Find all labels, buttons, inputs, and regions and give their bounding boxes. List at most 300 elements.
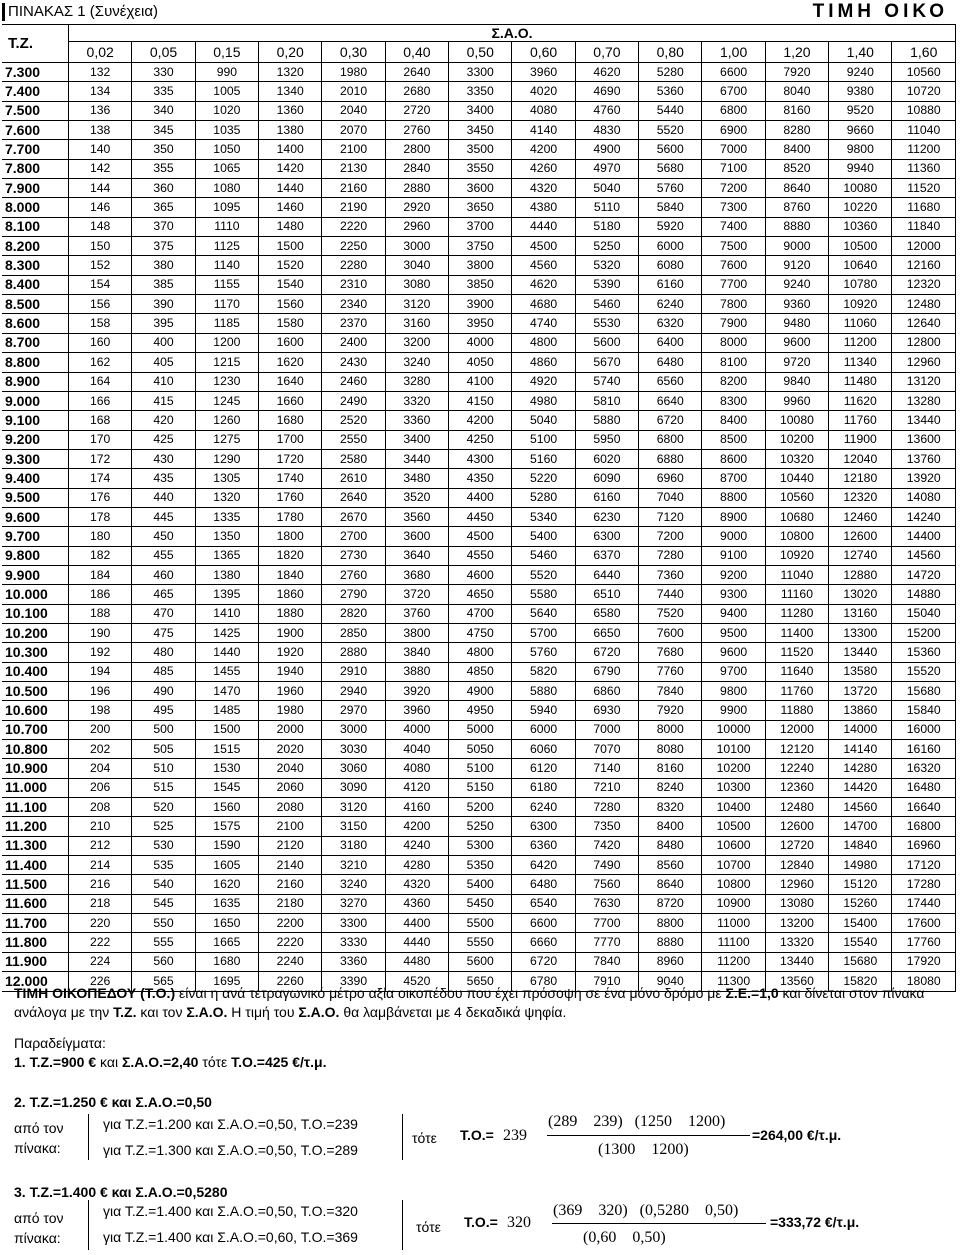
price-cell: 8800 [639, 914, 702, 933]
price-cell: 2130 [322, 159, 385, 178]
price-cell: 505 [132, 740, 195, 759]
price-cell: 2040 [322, 101, 385, 120]
price-cell: 8700 [702, 469, 765, 488]
price-cell: 2000 [259, 720, 322, 739]
example-2-divider [402, 1114, 403, 1160]
price-cell: 9840 [765, 372, 828, 391]
price-cell: 3400 [449, 101, 512, 120]
table-row [2, 836, 956, 855]
price-cell: 196 [69, 682, 132, 701]
price-cell: 16320 [892, 759, 956, 778]
price-cell: 5700 [512, 623, 575, 642]
price-cell: 3280 [385, 372, 448, 391]
price-cell: 10600 [702, 836, 765, 855]
price-cell: 16960 [892, 836, 956, 855]
price-cell: 4400 [449, 488, 512, 507]
ex1-tz: 1. Τ.Ζ.=900 € [14, 1054, 101, 1070]
price-cell: 7920 [765, 63, 828, 82]
price-cell: 7800 [702, 295, 765, 314]
price-cell: 1500 [259, 237, 322, 256]
price-cell: 13440 [765, 952, 828, 971]
price-cell: 4050 [449, 353, 512, 372]
price-cell: 3210 [322, 856, 385, 875]
price-cell: 1760 [259, 488, 322, 507]
price-cell: 13720 [829, 682, 892, 701]
price-cell: 3500 [449, 140, 512, 159]
price-cell: 5740 [575, 372, 638, 391]
example-3-bracket [88, 1200, 89, 1250]
table-row [2, 856, 956, 875]
table-row [2, 101, 956, 120]
price-cell: 14560 [829, 798, 892, 817]
price-cell: 1245 [195, 391, 258, 410]
price-cell: 3080 [385, 275, 448, 294]
price-cell: 8480 [639, 836, 702, 855]
price-cell: 216 [69, 875, 132, 894]
tz-cell: 11.200 [2, 817, 69, 836]
price-cell: 1900 [259, 623, 322, 642]
price-cell: 2680 [385, 82, 448, 101]
tz-cell: 9.800 [2, 546, 69, 565]
price-cell: 420 [132, 411, 195, 430]
price-cell: 182 [69, 546, 132, 565]
price-cell: 178 [69, 507, 132, 526]
price-cell: 435 [132, 469, 195, 488]
price-cell: 8200 [702, 372, 765, 391]
price-cell: 12000 [765, 720, 828, 739]
price-cell: 3030 [322, 740, 385, 759]
table-row [2, 411, 956, 430]
price-cell: 350 [132, 140, 195, 159]
tz-cell: 8.400 [2, 275, 69, 294]
price-cell: 4800 [449, 643, 512, 662]
price-cell: 13160 [829, 604, 892, 623]
price-cell: 2580 [322, 449, 385, 468]
example-3-base: 320 [507, 1214, 531, 1231]
price-cell: 8100 [702, 353, 765, 372]
price-cell: 2240 [259, 952, 322, 971]
price-cell: 12040 [829, 449, 892, 468]
price-cell: 16480 [892, 778, 956, 797]
price-cell: 3850 [449, 275, 512, 294]
price-cell: 200 [69, 720, 132, 739]
price-cell: 7040 [639, 488, 702, 507]
price-cell: 9200 [702, 565, 765, 584]
price-cell: 192 [69, 643, 132, 662]
price-cell: 5300 [449, 836, 512, 855]
price-cell: 465 [132, 585, 195, 604]
tz-cell: 10.700 [2, 720, 69, 739]
price-cell: 7630 [575, 894, 638, 913]
ex1-sao: Σ.Α.Ο.=2,40 [121, 1054, 203, 1070]
price-cell: 4160 [385, 798, 448, 817]
price-cell: 204 [69, 759, 132, 778]
sao-value-header: 0,05 [132, 42, 195, 63]
price-cell: 2460 [322, 372, 385, 391]
sao-value-header: 1,20 [765, 42, 828, 63]
price-cell: 12600 [765, 817, 828, 836]
price-cell: 2720 [385, 101, 448, 120]
tz-cell: 11.700 [2, 914, 69, 933]
price-cell: 5530 [575, 314, 638, 333]
price-cell: 6780 [512, 972, 575, 991]
price-cell: 198 [69, 701, 132, 720]
price-cell: 11640 [765, 662, 828, 681]
tz-cell: 7.700 [2, 140, 69, 159]
price-cell: 5880 [575, 411, 638, 430]
price-cell: 10880 [892, 101, 956, 120]
price-cell: 1170 [195, 295, 258, 314]
sao-value-header: 1,00 [702, 42, 765, 63]
price-cell: 385 [132, 275, 195, 294]
price-cell: 1695 [195, 972, 258, 991]
example-3-line-2: για Τ.Ζ.=1.400 και Σ.Α.Ο.=0,60, Τ.Ο.=369 [103, 1229, 358, 1245]
price-cell: 15820 [829, 972, 892, 991]
table-row [2, 875, 956, 894]
price-cell: 3330 [322, 933, 385, 952]
price-cell: 10900 [702, 894, 765, 913]
price-cell: 15040 [892, 604, 956, 623]
price-cell: 335 [132, 82, 195, 101]
price-cell: 490 [132, 682, 195, 701]
price-cell: 2880 [322, 643, 385, 662]
price-cell: 11280 [765, 604, 828, 623]
price-cell: 430 [132, 449, 195, 468]
price-cell: 180 [69, 527, 132, 546]
price-cell: 186 [69, 585, 132, 604]
price-cell: 4750 [449, 623, 512, 642]
price-cell: 5460 [575, 295, 638, 314]
price-cell: 5810 [575, 391, 638, 410]
price-cell: 3880 [385, 662, 448, 681]
price-cell: 162 [69, 353, 132, 372]
price-cell: 1530 [195, 759, 258, 778]
price-cell: 990 [195, 63, 258, 82]
example-2-line-2: για Τ.Ζ.=1.300 και Σ.Α.Ο.=0,50, Τ.Ο.=289 [103, 1142, 358, 1158]
price-cell: 5520 [512, 565, 575, 584]
price-cell: 6080 [639, 256, 702, 275]
price-cell: 1680 [259, 411, 322, 430]
price-cell: 3480 [385, 469, 448, 488]
price-cell: 11100 [702, 933, 765, 952]
price-cell: 2700 [322, 527, 385, 546]
price-cell: 150 [69, 237, 132, 256]
price-cell: 12640 [892, 314, 956, 333]
price-cell: 6660 [512, 933, 575, 952]
price-cell: 6160 [575, 488, 638, 507]
tz-cell: 11.100 [2, 798, 69, 817]
price-cell: 13440 [829, 643, 892, 662]
price-cell: 14880 [892, 585, 956, 604]
price-cell: 365 [132, 198, 195, 217]
price-cell: 12120 [765, 740, 828, 759]
price-cell: 1440 [195, 643, 258, 662]
price-cell: 168 [69, 411, 132, 430]
price-cell: 3120 [322, 798, 385, 817]
definition-text: θα λαμβάνεται με 4 δεκαδικά ψηφία. [339, 1004, 567, 1020]
definition-text: Η τιμή του [227, 1004, 299, 1020]
price-cell: 10680 [765, 507, 828, 526]
price-cell: 6880 [639, 449, 702, 468]
table-row [2, 140, 956, 159]
price-cell: 1335 [195, 507, 258, 526]
price-cell: 5600 [639, 140, 702, 159]
price-cell: 4080 [385, 759, 448, 778]
tz-cell: 11.800 [2, 933, 69, 952]
price-cell: 13760 [892, 449, 956, 468]
price-cell: 395 [132, 314, 195, 333]
price-cell: 17760 [892, 933, 956, 952]
price-cell: 14720 [892, 565, 956, 584]
price-cell: 11200 [829, 333, 892, 352]
price-cell: 6370 [575, 546, 638, 565]
price-cell: 13560 [765, 972, 828, 991]
price-cell: 15200 [892, 623, 956, 642]
price-cell: 12460 [829, 507, 892, 526]
price-cell: 172 [69, 449, 132, 468]
table-row [2, 894, 956, 913]
price-cell: 1700 [259, 430, 322, 449]
price-cell: 13320 [765, 933, 828, 952]
price-cell: 10000 [702, 720, 765, 739]
price-cell: 9480 [765, 314, 828, 333]
ex1-then: τότε [202, 1054, 232, 1070]
price-cell: 8300 [702, 391, 765, 410]
price-cell: 3240 [385, 353, 448, 372]
table-row [2, 914, 956, 933]
price-cell: 7120 [639, 507, 702, 526]
price-cell: 7280 [575, 798, 638, 817]
price-cell: 176 [69, 488, 132, 507]
tz-cell: 9.700 [2, 527, 69, 546]
price-cell: 9660 [829, 121, 892, 140]
tz-cell: 11.000 [2, 778, 69, 797]
price-cell: 15680 [829, 952, 892, 971]
tz-cell: 9.200 [2, 430, 69, 449]
price-cell: 11900 [829, 430, 892, 449]
price-cell: 3720 [385, 585, 448, 604]
price-cell: 560 [132, 952, 195, 971]
price-cell: 520 [132, 798, 195, 817]
price-cell: 6180 [512, 778, 575, 797]
price-cell: 4260 [512, 159, 575, 178]
price-cell: 2640 [385, 63, 448, 82]
price-cell: 510 [132, 759, 195, 778]
price-cell: 10920 [829, 295, 892, 314]
price-cell: 4200 [449, 411, 512, 430]
price-cell: 1800 [259, 527, 322, 546]
price-cell: 9700 [702, 662, 765, 681]
price-cell: 15360 [892, 643, 956, 662]
price-cell: 2920 [385, 198, 448, 217]
price-cell: 11760 [829, 411, 892, 430]
price-cell: 210 [69, 817, 132, 836]
price-cell: 8500 [702, 430, 765, 449]
price-cell: 450 [132, 527, 195, 546]
price-cell: 10920 [765, 546, 828, 565]
price-cell: 5950 [575, 430, 638, 449]
price-cell: 5220 [512, 469, 575, 488]
definition-term: ΤΙΜΗ ΟΙΚΟΠΕΔΟΥ (Τ.Ο.) [14, 985, 176, 1001]
price-cell: 3750 [449, 237, 512, 256]
tz-cell: 8.600 [2, 314, 69, 333]
price-cell: 485 [132, 662, 195, 681]
definition-sao: Σ.Α.Ο. [186, 1004, 228, 1020]
price-cell: 218 [69, 894, 132, 913]
price-cell: 2910 [322, 662, 385, 681]
price-cell: 4080 [512, 101, 575, 120]
price-cell: 208 [69, 798, 132, 817]
price-cell: 12720 [765, 836, 828, 855]
price-cell: 8000 [702, 333, 765, 352]
example-2-then: τότε [412, 1130, 437, 1146]
price-cell: 6120 [512, 759, 575, 778]
price-cell: 5250 [575, 237, 638, 256]
price-cell: 4240 [385, 836, 448, 855]
price-cell: 7600 [639, 623, 702, 642]
table-row [2, 565, 956, 584]
price-cell: 4850 [449, 662, 512, 681]
price-cell: 7700 [702, 275, 765, 294]
tz-cell: 7.500 [2, 101, 69, 120]
price-cell: 8040 [765, 82, 828, 101]
price-cell: 8760 [765, 198, 828, 217]
price-cell: 14560 [892, 546, 956, 565]
price-cell: 5500 [449, 914, 512, 933]
price-cell: 202 [69, 740, 132, 759]
price-cell: 3040 [385, 256, 448, 275]
table-row [2, 256, 956, 275]
price-cell: 1605 [195, 856, 258, 875]
price-cell: 1580 [259, 314, 322, 333]
table-row [2, 720, 956, 739]
price-cell: 2220 [322, 217, 385, 236]
price-cell: 7600 [702, 256, 765, 275]
price-cell: 7350 [575, 817, 638, 836]
table-row [2, 333, 956, 352]
price-cell: 10440 [765, 469, 828, 488]
price-cell: 7910 [575, 972, 638, 991]
price-cell: 10500 [829, 237, 892, 256]
price-cell: 11060 [829, 314, 892, 333]
tz-cell: 8.500 [2, 295, 69, 314]
price-cell: 2850 [322, 623, 385, 642]
price-cell: 4350 [449, 469, 512, 488]
table-row [2, 759, 956, 778]
price-cell: 6900 [702, 121, 765, 140]
tz-cell: 10.600 [2, 701, 69, 720]
price-cell: 2160 [259, 875, 322, 894]
price-cell: 12600 [829, 527, 892, 546]
price-cell: 4830 [575, 121, 638, 140]
price-cell: 11340 [829, 353, 892, 372]
price-cell: 12240 [765, 759, 828, 778]
price-cell: 4690 [575, 82, 638, 101]
price-cell: 6400 [639, 333, 702, 352]
price-cell: 14080 [892, 488, 956, 507]
price-cell: 2100 [322, 140, 385, 159]
table-row [2, 198, 956, 217]
price-cell: 3360 [385, 411, 448, 430]
example-2-fraction-line [547, 1135, 750, 1136]
price-cell: 2970 [322, 701, 385, 720]
price-cell: 4140 [512, 121, 575, 140]
price-cell: 9000 [765, 237, 828, 256]
price-cell: 226 [69, 972, 132, 991]
price-cell: 2520 [322, 411, 385, 430]
table-row [2, 585, 956, 604]
definition-sao: Σ.Α.Ο. [298, 1004, 340, 1020]
example-2-base: 239 [503, 1127, 527, 1144]
price-cell: 12480 [892, 295, 956, 314]
price-cell: 5760 [512, 643, 575, 662]
price-cell: 152 [69, 256, 132, 275]
price-cell: 1400 [259, 140, 322, 159]
price-cell: 4150 [449, 391, 512, 410]
price-cell: 4980 [512, 391, 575, 410]
price-cell: 2610 [322, 469, 385, 488]
price-cell: 10560 [765, 488, 828, 507]
price-cell: 5820 [512, 662, 575, 681]
price-cell: 12800 [892, 333, 956, 352]
price-cell: 460 [132, 565, 195, 584]
price-cell: 4900 [575, 140, 638, 159]
tz-cell: 7.300 [2, 63, 69, 82]
price-cell: 7420 [575, 836, 638, 855]
price-cell: 8880 [639, 933, 702, 952]
price-cell: 5400 [512, 527, 575, 546]
price-cell: 5600 [575, 333, 638, 352]
price-cell: 3060 [322, 759, 385, 778]
sao-value-header: 0,40 [385, 42, 448, 63]
ex1-and: και [100, 1054, 122, 1070]
price-cell: 565 [132, 972, 195, 991]
price-cell: 5450 [449, 894, 512, 913]
price-cell: 8900 [702, 507, 765, 526]
price-cell: 4320 [385, 875, 448, 894]
price-cell: 15400 [829, 914, 892, 933]
price-cell: 144 [69, 179, 132, 198]
price-cell: 6560 [639, 372, 702, 391]
price-cell: 1420 [259, 159, 322, 178]
price-cell: 1980 [322, 63, 385, 82]
price-cell: 3700 [449, 217, 512, 236]
tz-cell: 9.900 [2, 565, 69, 584]
table-row [2, 740, 956, 759]
price-cell: 5670 [575, 353, 638, 372]
price-cell: 15260 [829, 894, 892, 913]
sao-value-header: 0,60 [512, 42, 575, 63]
price-cell: 6930 [575, 701, 638, 720]
price-cell: 1620 [195, 875, 258, 894]
price-cell: 164 [69, 372, 132, 391]
price-cell: 415 [132, 391, 195, 410]
price-cell: 2640 [322, 488, 385, 507]
price-cell: 5350 [449, 856, 512, 875]
price-cell: 2260 [259, 972, 322, 991]
price-cell: 13300 [829, 623, 892, 642]
price-cell: 3760 [385, 604, 448, 623]
price-cell: 188 [69, 604, 132, 623]
example-3-denominator: (0,60 0,50) [583, 1229, 666, 1246]
price-cell: 6300 [575, 527, 638, 546]
price-cell: 4100 [449, 372, 512, 391]
price-cell: 10780 [829, 275, 892, 294]
price-cell: 4700 [449, 604, 512, 623]
table-row [2, 391, 956, 410]
price-cell: 5680 [639, 159, 702, 178]
price-cell: 5640 [512, 604, 575, 623]
